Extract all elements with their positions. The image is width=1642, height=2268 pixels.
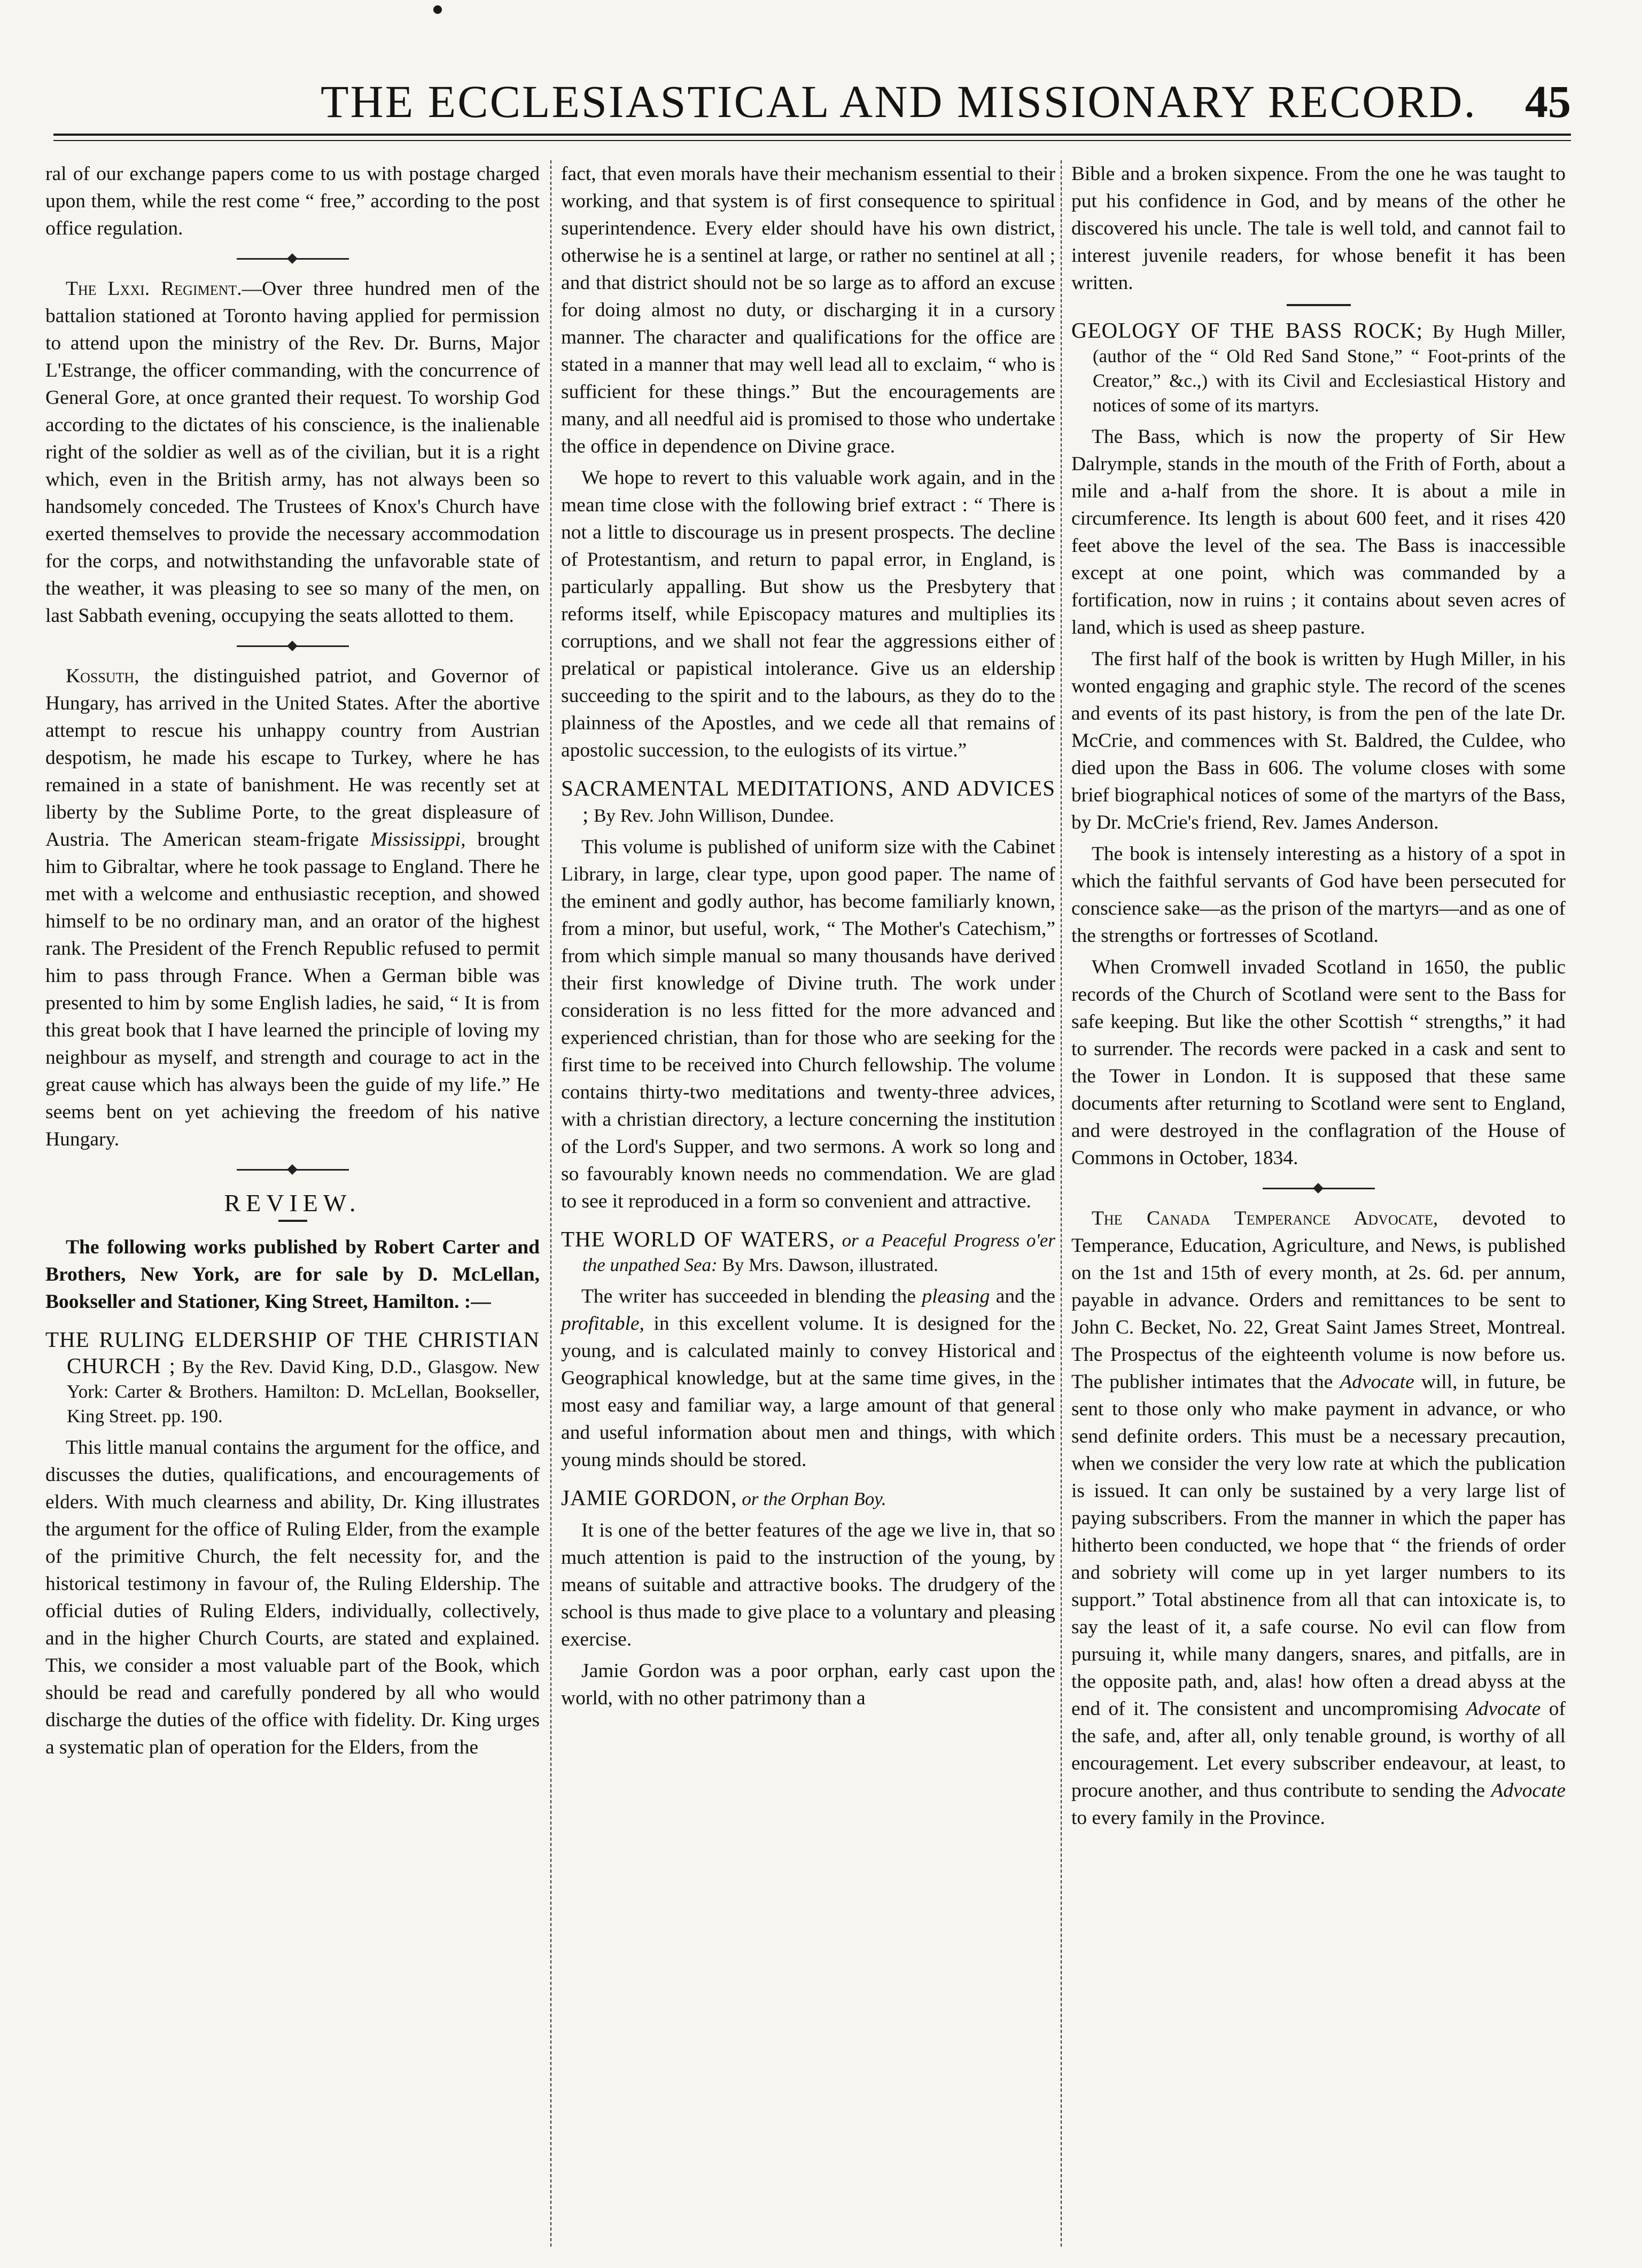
review-text: and the [990,1285,1055,1307]
review-world-of-waters [561,1283,1055,1474]
column-divider-1 [550,160,551,2247]
book-subtitle: or a Peaceful Progress o'er the unpathed Sea: [582,1230,1055,1275]
column-1 [45,160,540,1765]
article-temperance-advocate [1071,1205,1566,1831]
book-details: By the Rev. David King, D.D., Glasgow. New York: Carter & Brothers. Hamilton: D. McLellan, Bookseller, King Street. pp. 190. [67,1357,540,1427]
column-2 [561,160,1055,1716]
review-jamie-gordon-continued: Bible and a broken sixpence. From the one he was taught to put his confidence in God, and by means of the other he discovered his uncle. The tale is well told, and cannot fail to interest juvenile readers, for whose benefit it has been written. [1071,163,1566,294]
section-ornament [1263,1184,1375,1192]
review-ruling-extract: We hope to revert to this valuable work again, and in the mean time close with the following brief extract : “ There is not a little to discourage us in present prospects. The decline of Protestantism, and return to papal error, in England, is particularly appalling. But show us the Presbytery that reforms itself, while Episcopacy matures and multiplies its corruptions, and we shall not fear the aggressions either of prelatical or papistical intolerance. Give us an eldership succeeding to the spirit and to the labours, as they do to the plainness of the Apostles, and we cede all that remains of apostolic succession, to the eulogists of its virtue.” [561,467,1055,761]
review-ruling-continued: fact, that even morals have their mechanism essential to their working, and that system is of first consequence to spiritual superintendence. Every elder should have his own district, otherwise he is a sentinel at large, or rather no sentinel at all ; and that district should not be so large as to afford an excuse for doing almost no duty, or discharging it in a cursory manner. The character and qualifications for the office are stated in a manner that may well lead all to exclaim, “ who is sufficient for these things.” But the encouragements are many, and all needful aid is promised to those who undertake the office in dependence on Divine grace. [561,163,1055,457]
review-intro: The following works published by Robert Carter and Brothers, New York, are for sale by D. McLellan, Bookseller and Stationer, King Street, Hamilton. :— [45,1236,540,1313]
review-jamie-gordon-2: Jamie Gordon was a poor orphan, early cast upon the world, with no other patrimony than a [561,1660,1055,1709]
emphasis: Advocate [1340,1371,1414,1393]
column-3 [1071,160,1566,1836]
book-subtitle: or the Orphan Boy. [737,1488,886,1509]
article-kossuth-ship: Mississippi, [370,829,466,851]
article-regiment [45,275,540,629]
book-details: By Rev. John Willison, Dundee. [589,805,834,826]
book-details: By Hugh Miller, (author of the “ Old Red Sand Stone,” “ Foot-prints of the Creator,” &c.,) with its Civil and Ecclesiastical History and notices of some of its martyrs. [1093,321,1566,416]
page-number: 45 [1525,76,1571,127]
review-ruling-eldership: This little manual contains the argument for the office, and discusses the duties, qualifications, and encouragements of elders. With much clearness and ability, Dr. King illustrates the argument for the office of Ruling Elder, from the example of the primitive Church, the felt necessity for, and the historical testimony in favour of, the Ruling Eldership. The official duties of Ruling Elders, individually, collectively, and in the higher Church Courts, are stated and explained. This, we consider a most valuable part of the Book, which should be read and carefully pondered by all who would discharge the duties of the office with fidelity. Dr. King urges a systematic plan of operation for the Elders, from the [45,1437,540,1758]
emphasis: profitable, [561,1313,644,1335]
article-text: of the safe, and, after all, only tenable ground, is worthy of all encouragement. Let every subscriber endeavour, at least, to procure another, and thus contribute to sending the [1071,1698,1566,1802]
review-bass-rock-4: When Cromwell invaded Scotland in 1650, the public records of the Church of Scotland were sent to the Bass for safe keeping. But like the other Scottish “ strengths,” it had to surrender. The records were packed in a cask and sent to the Tower in London. It is supposed that these same documents after returning to Scotland were sent to England, and were destroyed in the conflagration of the House of Commons in October, 1834. [1071,956,1566,1169]
article-kossuth-name: Kossuth, [66,665,139,687]
article-text: will, in future, be sent to those only who make payment in advance, or who send definite orders. This must be a necessary precaution, when we consider the very low rate at which the publication is issued. It can only be sustained by a very large list of paying subscribers. From the manner in which the paper has hitherto been conducted, we hope that “ the friends of order and sobriety will come up in yet larger numbers to its support.” Total abstinence from all that can intoxicate is, to say the least of it, a safe course. No evil can flow from pursuing it, while many dangers, snares, and pitfalls, are in the opposite path, and, alas! how often a dread abyss at the end of it. The consistent and uncompromising [1071,1371,1566,1720]
review-heading: REVIEW. [224,1189,361,1217]
review-bass-rock-3: The book is intensely interesting as a history of a spot in which the faithful servants of God have been persecuted for conscience sake—as the prison of the martyrs—and as one of the strengths or fortresses of Scotland. [1071,843,1566,947]
article-continuation: ral of our exchange papers come to us with postage charged upon them, while the rest come “ free,” according to the post office regulation. [45,163,540,239]
column-divider-2 [1061,160,1062,2247]
review-bass-rock-2: The first half of the book is written by Hugh Miller, in his wonted engaging and graphic style. The record of the scenes and events of its past history, is from the pen of the late Dr. McCrie, and commences with St. Baldred, the Culdee, who died upon the Bass in 606. The volume closes with some brief biographical notices of some of the martyrs of the Bass, by Dr. McCrie's friend, Rev. James Anderson. [1071,648,1566,833]
article-text: devoted to Temperance, Education, Agriculture, and News, is published on the 1st and 15th of every month, at 2s. 6d. per annum, payable in advance. Orders and remittances to be sent to John C. Becket, No. 22, Great Saint James Street, Montreal. The Prospectus of the eighteenth volume is now before us. The publisher intimates that the [1071,1207,1566,1393]
review-sacramental: This volume is published of uniform size with the Cabinet Library, in large, clear type, upon good paper. The name of the eminent and godly author, has become familiarly known, from a minor, but useful, work, “ The Mother's Catechism,” from which simple manual so many thousands have derived their first knowledge of Divine truth. The work under consideration is no less fitted for the more advanced and experienced christian, than for those who are seeking for the first time to be received into Church fellowship. The volume contains thirty-two meditations and twenty-three advices, with a christian directory, a lecture concerning the institution of the Lord's Supper, and two sermons. A work so long and so favourably known needs no commendation. We are glad to see it reproduced in a form so convenient and attractive. [561,836,1055,1212]
article-regiment-title: The Lxxi. Regiment. [66,278,242,300]
book-title: GEOLOGY OF THE BASS ROCK; [1071,318,1423,342]
article-text: to every family in the Province. [1071,1807,1325,1829]
section-ornament [237,255,349,262]
emphasis: Advocate [1491,1780,1566,1802]
book-title: THE RULING ELDERSHIP OF THE CHRISTIAN CHURCH ; [45,1327,540,1378]
book-details: By Mrs. Dawson, illustrated. [717,1254,938,1275]
book-title: THE WORLD OF WATERS, [561,1227,835,1251]
article-kossuth [45,663,540,1153]
header-rule-thick [53,134,1571,136]
article-temperance-title: The Canada Temperance Advocate, [1092,1207,1438,1229]
header-rule-thin [53,140,1571,141]
review-title-ruling-eldership [45,1327,540,1429]
book-title: SACRAMENTAL MEDITATIONS, AND ADVICES ; [561,776,1055,827]
masthead [53,75,1571,150]
review-heading-rule [278,1220,307,1222]
article-regiment-body: —Over three hundred men of the battalion stationed at Toronto having applied for permission to attend upon the ministry of the Rev. Dr. Burns, Major L'Estrange, the officer commanding, with the concurrence of General Gore, at once granted their request. To worship God according to the dictates of his conscience, is the inalienable right of the soldier as well as of the civilian, but it is a right which, even in the British army, has not always been so handsomely conceded. The Trustees of Knox's Church have exerted themselves to provide the necessary accommodation for the corps, and notwithstanding the unfavorable state of the weather, it was pleasing to see so many of the men, on last Sabbath evening, occupying the seats allotted to them. [45,278,540,627]
ink-dot [433,5,442,14]
review-text: in this excellent volume. It is designed for the young, and is calculated mainly to convey Historical and Geographical knowledge, but at the same time gives, in the most easy and familiar way, a large amount of that general and useful information about men and things, with which young minds should be stored. [561,1313,1055,1471]
review-title-sacramental [561,776,1055,828]
review-title-bass-rock [1071,318,1566,418]
publication-title: THE ECCLESIASTICAL AND MISSIONARY RECORD. [321,76,1477,127]
emphasis: Advocate [1466,1698,1541,1720]
review-text: The writer has succeeded in blending the [581,1285,922,1307]
review-bass-rock-1: The Bass, which is now the property of Sir Hew Dalrymple, stands in the mouth of the Frith of Forth, about a mile and a-half from the shore. It is about a mile in circumference. Its length is about 600 feet, and it rises 420 feet above the level of the sea. The Bass is inaccessible except at one point, which was commanded by a fortification, now in ruins ; it contains about seven acres of land, which is used as sheep pasture. [1071,426,1566,638]
article-kossuth-body: the distinguished patriot, and Governor of Hungary, has arrived in the United States. After the abortive attempt to rescue his unhappy country from Austrian despotism, he made his escape to Turkey, where he has remained in a state of banishment. He was recently set at liberty by the Sublime Porte, to the great displeasure of Austria. The American steam-frigate [45,665,540,851]
article-kossuth-body-end: brought him to Gibraltar, where he took passage to England. There he met with a welcome and enthusiastic reception, and showed himself to be no ordinary man, and an orator of the highest rank. The President of the French Republic refused to permit him to pass through France. When a German bible was presented to him by some English ladies, he said, “ It is from this great book that I have learned the principle of loving my neighbour as myself, and strength and courage to act in the great cause which has always been the guide of my life.” He seems bent on yet achieving the freedom of his native Hungary. [45,829,540,1150]
review-title-world-of-waters [561,1227,1055,1277]
emphasis: pleasing [922,1285,990,1307]
book-title: JAMIE GORDON, [561,1485,737,1510]
section-ornament [237,1166,349,1173]
review-jamie-gordon: It is one of the better features of the age we live in, that so much attention is paid to the instruction of the young, by means of suitable and attractive books. The drudgery of the school is thus made to give place to a voluntary and pleasing exercise. [561,1519,1055,1650]
review-title-jamie-gordon [561,1485,1055,1511]
section-rule [1287,304,1351,306]
section-ornament [237,642,349,650]
